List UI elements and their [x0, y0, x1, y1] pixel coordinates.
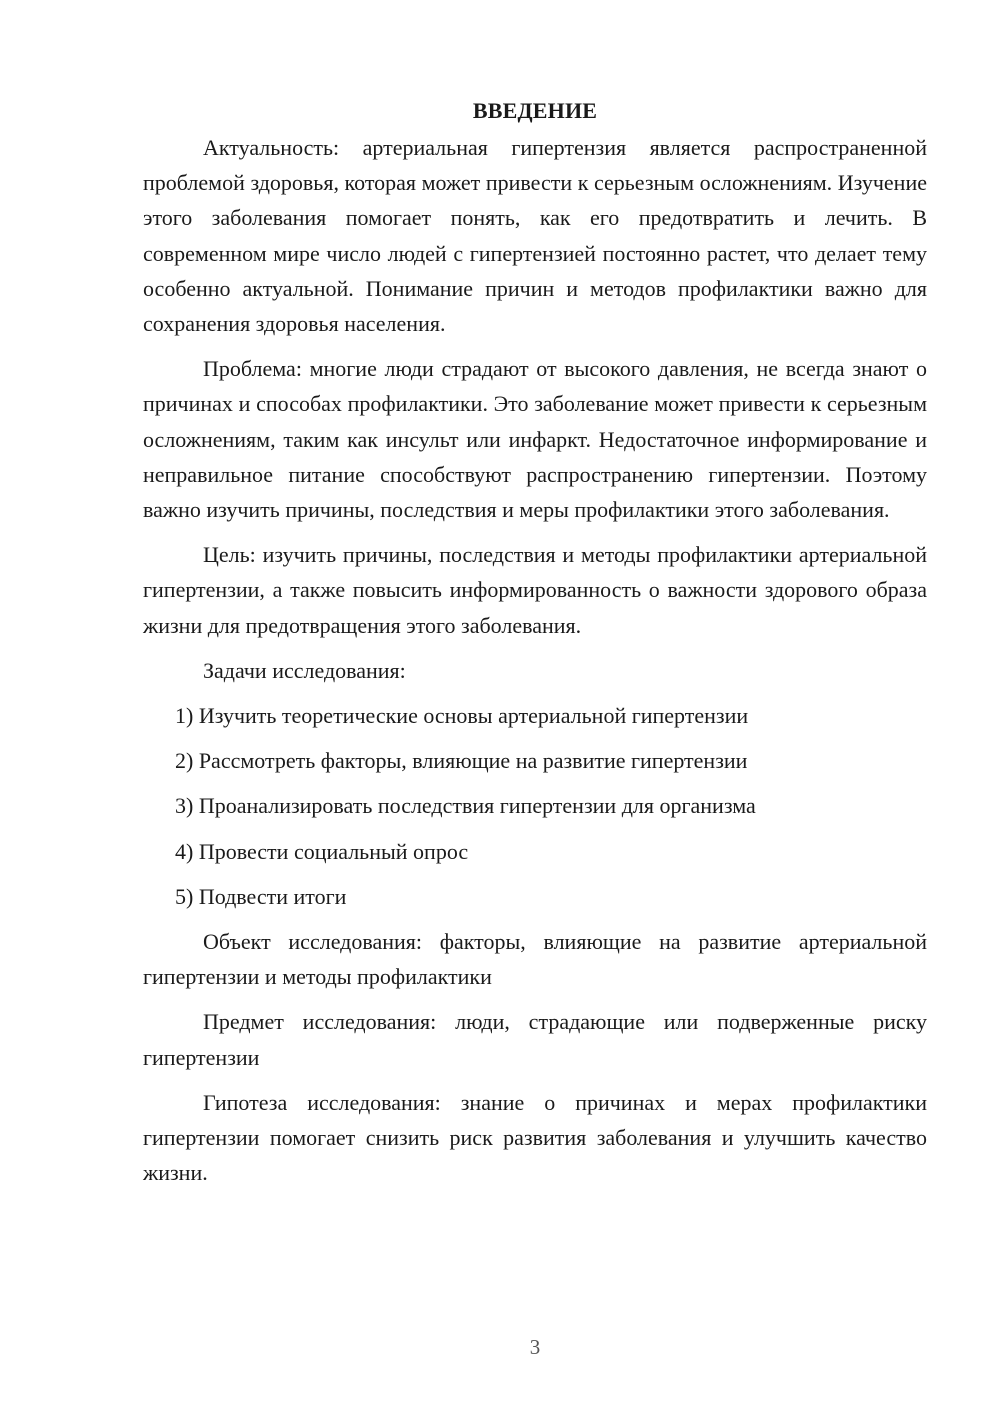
tasks-list [143, 698, 927, 914]
relevance-paragraph: Актуальность: артериальная гипертензия является распространенной проблемой здоровья, которая может привести к серьезным осложнениям. Изучение этого заболевания помогает понять, как его предотвратить и лечить. В современном мире число людей с гипертензией постоянно растет, что делает тему особенно актуальной. Понимание причин и методов профилактики важно для сохранения здоровья населения. [143, 135, 927, 337]
problem-paragraph: Проблема: многие люди страдают от высокого давления, не всегда знают о причинах и способах профилактики. Это заболевание может привести к серьезным осложнениям, таким как инсульт или инфаркт. Недостаточное информирование и неправильное питание способствуют распространению гипертензии. Поэтому важно изучить причины, последствия и меры профилактики этого заболевания. [143, 356, 927, 523]
page-content [143, 93, 927, 1200]
tasks-heading: Задачи исследования: [203, 657, 406, 683]
hypothesis-paragraph: Гипотеза исследования: знание о причинах и мерах профилактики гипертензии помогает снизить риск развития заболевания и улучшить качество жизни. [143, 1089, 927, 1186]
subject-paragraph: Предмет исследования: люди, страдающие или подверженные риску гипертензии [143, 1009, 927, 1070]
page-number: 3 [529, 1335, 541, 1359]
goal-paragraph: Цель: изучить причины, последствия и методы профилактики артериальной гипертензии, а также повысить информированность о важности здорового образа жизни для предотвращения этого заболевания. [143, 542, 927, 638]
list-item: 4) Провести социальный опрос [175, 838, 469, 864]
list-item: 3) Проанализировать последствия гипертензии для организма [175, 793, 756, 819]
list-item: 5) Подвести итоги [175, 883, 347, 909]
object-paragraph: Объект исследования: факторы, влияющие на развитие артериальной гипертензии и методы профилактики [143, 929, 927, 990]
page-title: ВВЕДЕНИЕ [472, 98, 598, 123]
list-item: 2) Рассмотреть факторы, влияющие на развитие гипертензии [175, 748, 748, 774]
list-item: 1) Изучить теоретические основы артериальной гипертензии [175, 703, 749, 729]
